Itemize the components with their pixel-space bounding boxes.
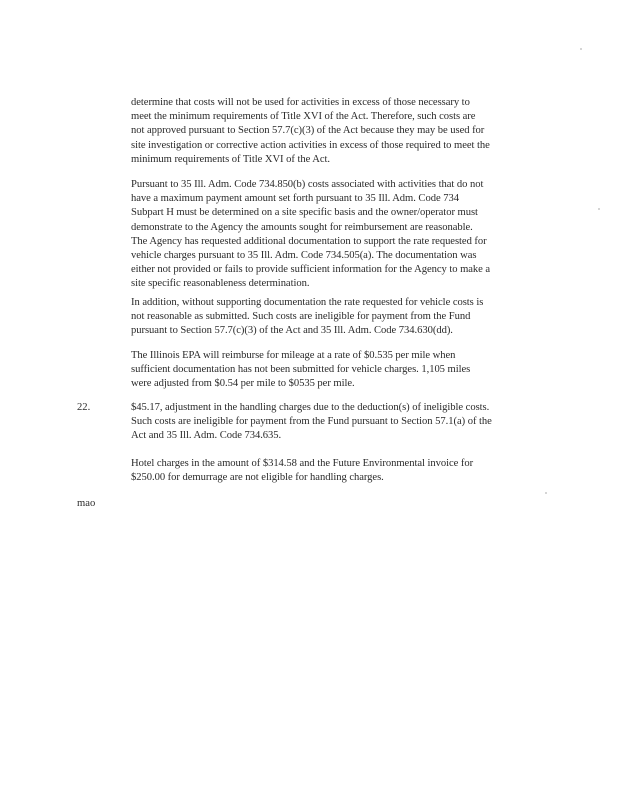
- text-line: The Agency has requested additional documentation to support the rate requested for: [131, 235, 487, 247]
- text-line: site investigation or corrective action activities in excess of those required to meet the: [131, 139, 490, 151]
- paragraph-mileage: [131, 349, 470, 392]
- text-line: not approved pursuant to Section 57.7(c)(3) of the Act because they may be used for: [131, 125, 485, 137]
- text-line: meet the minimum requirements of Title XVI of the Act. Therefore, such costs are: [131, 111, 476, 123]
- text-line: pursuant to Section 57.7(c)(3) of the Act and 35 Ill. Adm. Code 734.630(dd).: [131, 325, 453, 337]
- text-line: $250.00 for demurrage are not eligible for handling charges.: [131, 472, 384, 484]
- text-line: Pursuant to 35 Ill. Adm. Code 734.850(b) costs associated with activities that do not: [131, 179, 484, 190]
- text-line: determine that costs will not be used for activities in excess of those necessary to: [131, 97, 470, 108]
- text-line: Subpart H must be determined on a site specific basis and the owner/operator must: [131, 207, 478, 219]
- item-number: 22.: [77, 402, 91, 413]
- text-line: either not provided or fails to provide sufficient information for the Agency to make a: [131, 264, 491, 276]
- paragraph-vehicle-costs: [131, 296, 483, 339]
- text-line: demonstrate to the Agency the amounts sought for reimbursement are reasonable.: [131, 221, 473, 233]
- text-line: site specific reasonableness determination.: [131, 278, 310, 290]
- scan-speck: [598, 208, 600, 210]
- paragraph-site-specific: [131, 178, 490, 292]
- paragraph-handling-charges: [131, 401, 492, 444]
- paragraph-continuation: [131, 96, 490, 167]
- text-line: sufficient documentation has not been submitted for vehicle charges. 1,105 miles: [131, 364, 471, 376]
- text-line: were adjusted from $0.54 per mile to $0535 per mile.: [131, 378, 355, 390]
- text-line: not reasonable as submitted. Such costs are ineligible for payment from the Fund: [131, 311, 471, 323]
- scan-speck: [545, 492, 547, 494]
- text-line: minimum requirements of Title XVI of the Act.: [131, 153, 331, 165]
- text-line: $45.17, adjustment in the handling charges due to the deduction(s) of ineligible costs.: [131, 402, 490, 413]
- text-line: Act and 35 Ill. Adm. Code 734.635.: [131, 430, 282, 442]
- text-line: Hotel charges in the amount of $314.58 and the Future Environmental invoice for: [131, 458, 474, 469]
- text-line: Such costs are ineligible for payment from the Fund pursuant to Section 57.1(a) of the: [131, 416, 492, 428]
- text-line: vehicle charges pursuant to 35 Ill. Adm. Code 734.505(a). The documentation was: [131, 250, 477, 262]
- text-line: In addition, without supporting documentation the rate requested for vehicle costs is: [131, 297, 484, 308]
- text-line: The Illinois EPA will reimburse for mileage at a rate of $0.535 per mile when: [131, 350, 456, 361]
- paragraph-hotel-charges: [131, 457, 473, 485]
- text-line: have a maximum payment amount set forth pursuant to 35 Ill. Adm. Code 734: [131, 193, 459, 205]
- author-initials: mao: [77, 498, 96, 509]
- scan-speck: [580, 48, 582, 50]
